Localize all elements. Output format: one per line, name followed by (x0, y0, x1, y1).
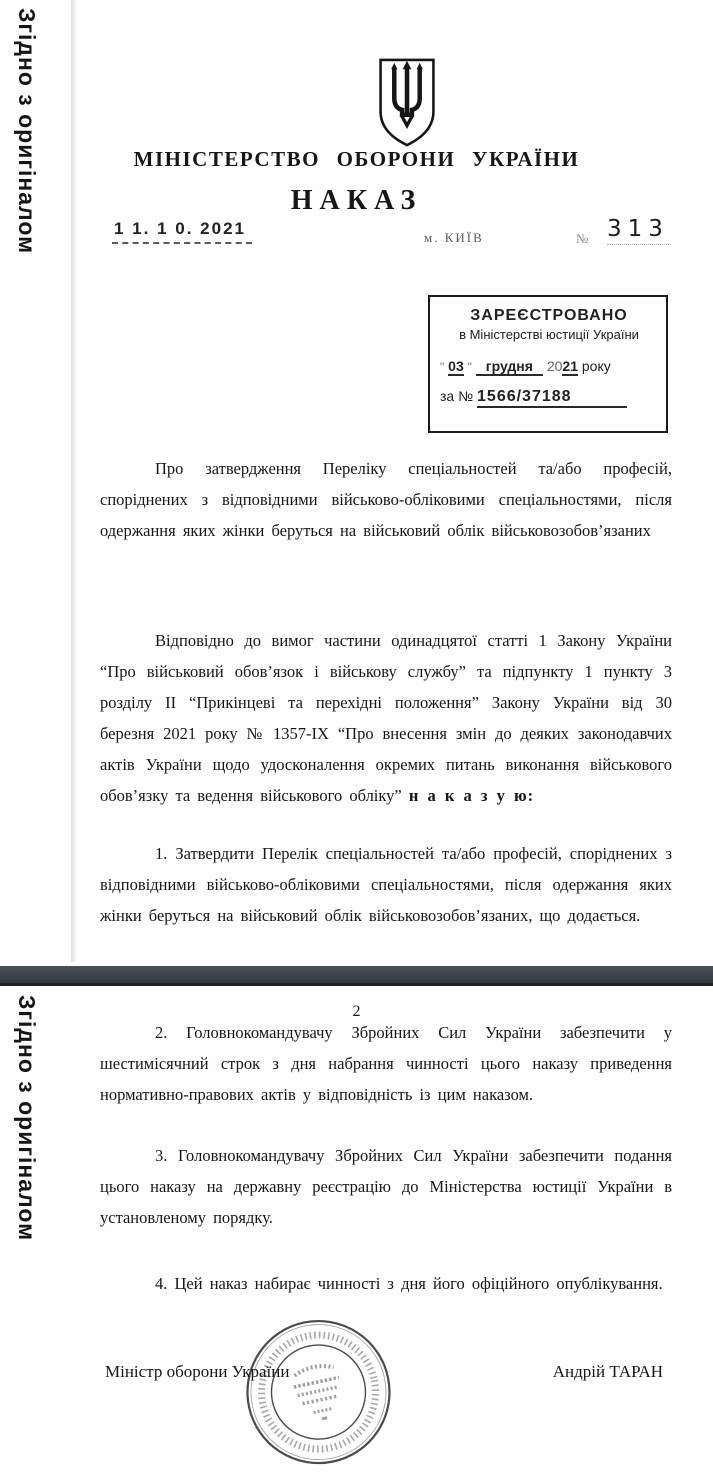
registration-year-suffix: 21 (562, 358, 578, 374)
order-item-3: 3. Головнокомандувачу Збройних Сил України забезпечити подання цього наказу на державну реєстрацію до Міністерства юстиції України в установленому порядку. (100, 1146, 672, 1227)
number-sign: № (576, 231, 590, 246)
ministry-seal-icon (229, 1303, 410, 1473)
order-item-1: 1. Затвердити Перелік спеціальностей та/або професій, споріднених з відповідними військово-обліковими спеціальностями, після одержання яких жінки беруться на військовий облік військовозобов’язаних, що додається. (100, 844, 672, 925)
registration-stamp-title: ЗАРЕЄСТРОВАНО (470, 307, 628, 324)
trident-emblem-icon (375, 57, 439, 154)
order-word: н а к а з у ю: (408, 786, 535, 805)
registration-year-word: року (581, 358, 611, 374)
order-date-stamp: 1 1. 1 0. 2021 (112, 219, 252, 244)
document-type-title: НАКАЗ (290, 185, 423, 216)
order-number: 313 (607, 216, 669, 245)
city-label: м. КИЇВ (424, 230, 484, 245)
page-number: 2 (352, 1003, 361, 1020)
signature-name: Андрій ТАРАН (552, 1362, 663, 1381)
signature-title: Міністр оборони України (105, 1362, 290, 1381)
certification-strip-page2: Згідно з оригіналом (14, 995, 40, 1242)
preamble-text: Відповідно до вимог частини одинадцятої статті 1 Закону України “Про військовий обов’язок і військову службу” та підпункту 1 пункту 3 розділу ІІ “Прикінцеві та перехідні положення” Закону України від 30 березня 2021 року № 1357-ІХ “Про внесення змін до деяких законодавчих актів України щодо удосконалення окремих питань виконання військового обов’язку та ведення військового обліку” (100, 631, 672, 805)
quote-close: " (467, 360, 472, 374)
registration-number-label: за № (440, 388, 474, 404)
registration-month: грудня (476, 358, 543, 376)
scan-edge-shadow (71, 0, 77, 962)
registration-stamp-subtitle: в Міністерстві юстиції України (459, 327, 639, 342)
order-item-4: 4. Цей наказ набирає чинності з дня його офіційного опублікування. (155, 1274, 663, 1293)
order-item-2: 2. Головнокомандувачу Збройних Сил України забезпечити у шестимісячний строк з дня набрання чинності цього наказу приведення нормативно-правових актів у відповідність із цим наказом. (100, 1023, 672, 1104)
ministry-title: МІНІСТЕРСТВО ОБОРОНИ УКРАЇНИ (133, 147, 580, 171)
registration-stamp (428, 295, 668, 433)
order-title-paragraph: Про затвердження Переліку спеціальностей та/або професій, споріднених з відповідними військово-обліковими спеціальностями, після одержання яких жінки беруться на військовий облік військовозобов’язаних (100, 459, 672, 540)
registration-date-line (440, 358, 658, 374)
quote-open: " (440, 360, 445, 374)
registration-number-line (440, 388, 658, 408)
page-break-divider (0, 966, 713, 986)
registration-day: 03 (448, 358, 464, 374)
certification-strip-page1: Згідно з оригіналом (14, 8, 40, 255)
registration-year-prefix: 20 (546, 358, 563, 374)
registration-number: 1566/37188 (477, 388, 627, 408)
preamble-paragraph (100, 625, 672, 811)
